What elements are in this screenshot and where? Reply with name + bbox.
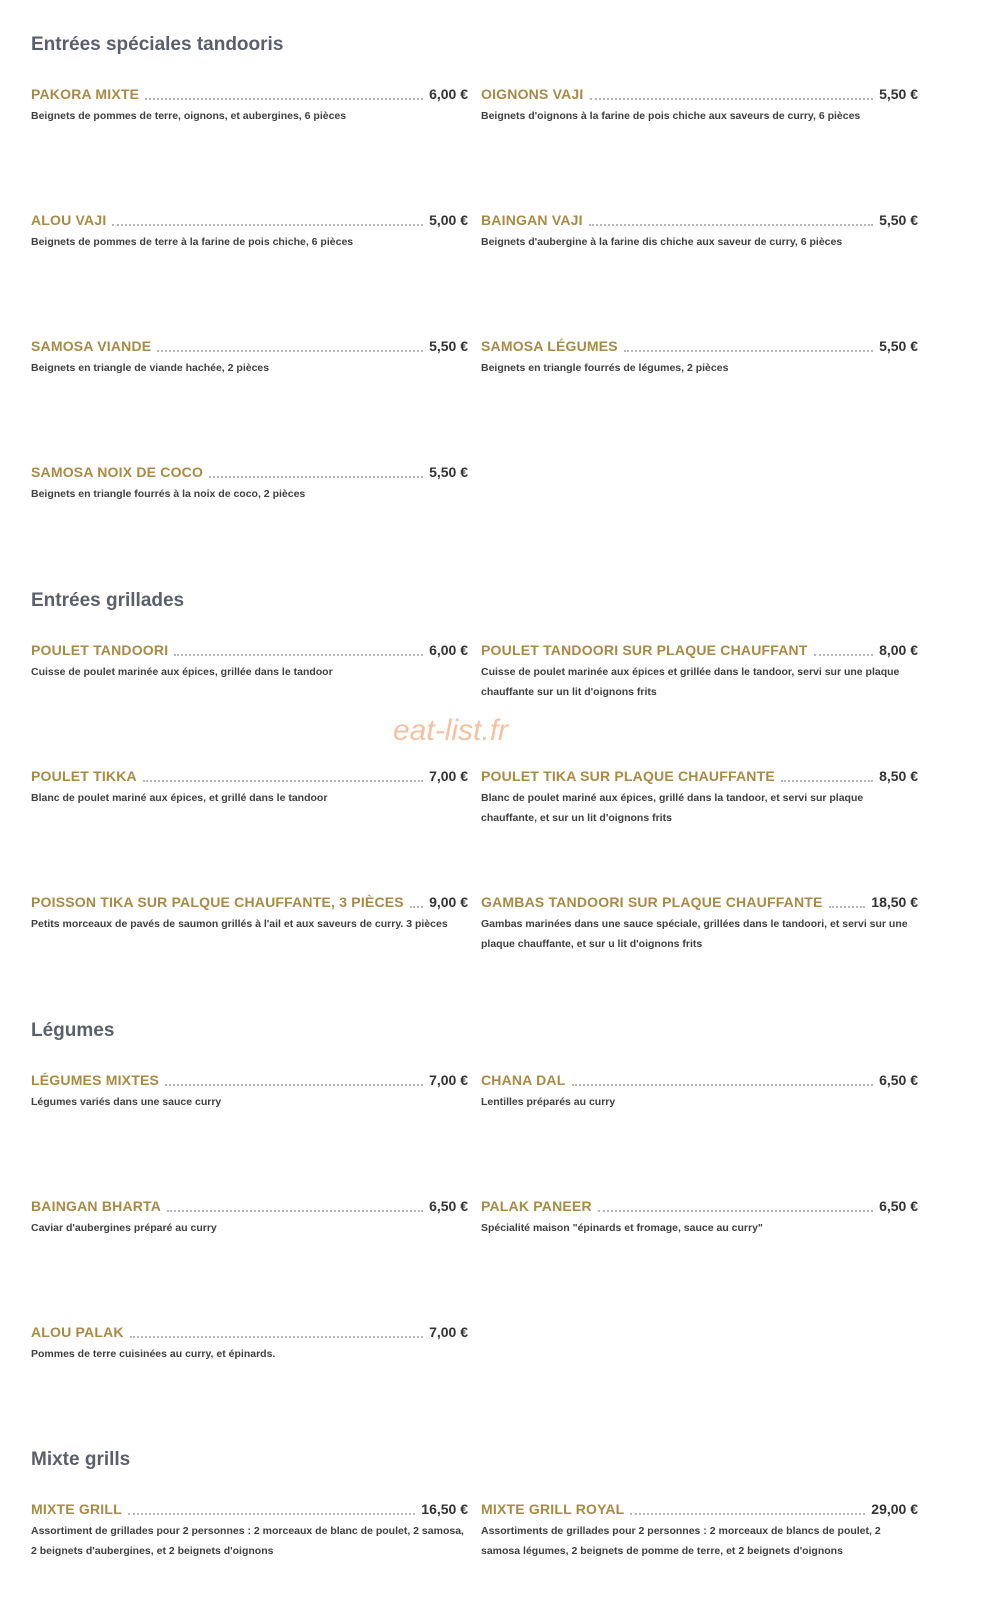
dotted-leader bbox=[209, 461, 423, 478]
menu-item-header bbox=[31, 1069, 468, 1091]
menu-item bbox=[31, 765, 468, 808]
menu-item-price: 5,00 € bbox=[429, 212, 468, 228]
menu-item-name: ALOU VAJI bbox=[31, 212, 107, 228]
menu-item-header bbox=[481, 891, 918, 913]
menu-item-description: Blanc de poulet mariné aux épices, grillé dans la tandoor, et servi sur plaque chauffante, et sur un lit d'oignons frits bbox=[481, 792, 864, 824]
menu-item-header bbox=[31, 1498, 468, 1520]
menu-item-price: 5,50 € bbox=[879, 212, 918, 228]
dotted-leader bbox=[598, 1195, 873, 1212]
menu-item-description: Pommes de terre cuisinées au curry, et épinards. bbox=[31, 1348, 276, 1360]
menu-item-description: Beignets en triangle fourrés de légumes, 2 pièces bbox=[481, 362, 729, 374]
menu-item-header bbox=[481, 1498, 918, 1520]
menu-item-header bbox=[481, 639, 918, 661]
menu-item-price: 5,50 € bbox=[879, 86, 918, 102]
menu-item-header bbox=[481, 1069, 918, 1091]
menu-item-name: POISSON TIKA SUR PALQUE CHAUFFANTE, 3 PIÈCES bbox=[31, 894, 404, 910]
menu-item-description: Beignets en triangle fourrés à la noix de coco, 2 pièces bbox=[31, 488, 306, 500]
menu-item bbox=[31, 461, 468, 504]
dotted-leader bbox=[814, 639, 873, 656]
menu-item-name: SAMOSA LÉGUMES bbox=[481, 338, 618, 354]
menu-item-price: 6,50 € bbox=[879, 1198, 918, 1214]
menu-item-price: 7,00 € bbox=[429, 1072, 468, 1088]
section-title-legumes: Légumes bbox=[31, 1020, 115, 1041]
section-title-entrees-tandooris: Entrées spéciales tandooris bbox=[31, 34, 284, 55]
menu-item-name: MIXTE GRILL ROYAL bbox=[481, 1501, 625, 1517]
dotted-leader bbox=[410, 891, 423, 908]
menu-item bbox=[481, 335, 918, 378]
menu-item-header bbox=[31, 765, 468, 787]
menu-item bbox=[31, 891, 468, 934]
menu-item-price: 7,00 € bbox=[429, 1324, 468, 1340]
menu-item bbox=[481, 891, 918, 954]
menu-item-description: Caviar d'aubergines préparé au curry bbox=[31, 1222, 217, 1234]
menu-item-name: LÉGUMES MIXTES bbox=[31, 1072, 160, 1088]
menu-item-header bbox=[31, 461, 468, 483]
menu-item-price: 6,00 € bbox=[429, 642, 468, 658]
dotted-leader bbox=[590, 83, 874, 100]
dotted-leader bbox=[165, 1069, 423, 1086]
dotted-leader bbox=[157, 335, 423, 352]
dotted-leader bbox=[572, 1069, 874, 1086]
menu-item-name: SAMOSA VIANDE bbox=[31, 338, 152, 354]
menu-item bbox=[31, 209, 468, 252]
menu-item bbox=[31, 335, 468, 378]
menu-item-description: Beignets d'aubergine à la farine dis chiche aux saveur de curry, 6 pièces bbox=[481, 236, 843, 248]
dotted-leader bbox=[781, 765, 873, 782]
menu-item-description: Assortiment de grillades pour 2 personnes : 2 morceaux de blanc de poulet, 2 samosa, 2 beignets d'aubergines, et 2 beignets d'oignons bbox=[31, 1525, 464, 1557]
menu-item-price: 5,50 € bbox=[429, 464, 468, 480]
menu-item-name: PAKORA MIXTE bbox=[31, 86, 140, 102]
menu-item-price: 9,00 € bbox=[429, 894, 468, 910]
menu-item-header bbox=[31, 891, 468, 913]
menu-item-name: POULET TIKKA bbox=[31, 768, 137, 784]
dotted-leader bbox=[167, 1195, 423, 1212]
menu-item-header bbox=[31, 83, 468, 105]
menu-item-header bbox=[481, 335, 918, 357]
menu-item-description: Beignets en triangle de viande hachée, 2 pièces bbox=[31, 362, 270, 374]
menu-item-description: Beignets de pommes de terre, oignons, et aubergines, 6 pièces bbox=[31, 110, 347, 122]
menu-item-description: Petits morceaux de pavés de saumon grillés à l'ail et aux saveurs de curry. 3 pièces bbox=[31, 918, 448, 930]
menu-item-description: Blanc de poulet mariné aux épices, et grillé dans le tandoor bbox=[31, 792, 328, 804]
menu-item-price: 6,00 € bbox=[429, 86, 468, 102]
menu-item-description: Gambas marinées dans une sauce spéciale, grillées dans le tandoori, et servi sur une plaque chauffante, et sur u lit d'oignons frits bbox=[481, 918, 908, 950]
menu-item-price: 29,00 € bbox=[871, 1501, 918, 1517]
section-title-entrees-grillades: Entrées grillades bbox=[31, 590, 185, 611]
menu-item-description: Beignets d'oignons à la farine de pois chiche aux saveurs de curry, 6 pièces bbox=[481, 110, 861, 122]
menu-item bbox=[31, 1069, 468, 1112]
menu-item-name: ALOU PALAK bbox=[31, 1324, 124, 1340]
menu-item bbox=[481, 1195, 918, 1238]
dotted-leader bbox=[145, 83, 423, 100]
menu-item-price: 5,50 € bbox=[429, 338, 468, 354]
menu-item-header bbox=[481, 765, 918, 787]
menu-item-header bbox=[31, 1195, 468, 1217]
menu-item-header bbox=[31, 1321, 468, 1343]
menu-item-price: 7,00 € bbox=[429, 768, 468, 784]
menu-item-name: MIXTE GRILL bbox=[31, 1501, 122, 1517]
watermark: eat-list.fr bbox=[393, 714, 509, 747]
menu-item-price: 8,50 € bbox=[879, 768, 918, 784]
menu-item bbox=[31, 1195, 468, 1238]
menu-item bbox=[31, 639, 468, 682]
section-title-mixte-grills: Mixte grills bbox=[31, 1449, 131, 1470]
menu-item-name: BAINGAN BHARTA bbox=[31, 1198, 162, 1214]
dotted-leader bbox=[589, 209, 873, 226]
menu-item-price: 18,50 € bbox=[871, 894, 918, 910]
menu-item-header bbox=[31, 209, 468, 231]
menu-item bbox=[481, 209, 918, 252]
dotted-leader bbox=[143, 765, 423, 782]
menu-item-description: Légumes variés dans une sauce curry bbox=[31, 1096, 222, 1108]
dotted-leader bbox=[130, 1321, 423, 1338]
menu-item-description: Cuisse de poulet marinée aux épices et grillée dans le tandoor, servi sur une plaque chauffante sur un lit d'oignons frits bbox=[481, 666, 900, 698]
menu-item-description: Cuisse de poulet marinée aux épices, grillée dans le tandoor bbox=[31, 666, 333, 678]
menu-item bbox=[481, 83, 918, 126]
menu-item-price: 5,50 € bbox=[879, 338, 918, 354]
dotted-leader bbox=[630, 1498, 865, 1515]
menu-item-price: 6,50 € bbox=[429, 1198, 468, 1214]
menu-item-name: PALAK PANEER bbox=[481, 1198, 592, 1214]
menu-item-header bbox=[481, 1195, 918, 1217]
menu-item-price: 6,50 € bbox=[879, 1072, 918, 1088]
menu-item-header bbox=[31, 639, 468, 661]
dotted-leader bbox=[112, 209, 423, 226]
menu-item-description: Lentilles préparés au curry bbox=[481, 1096, 616, 1108]
menu-item bbox=[31, 1498, 468, 1561]
menu-item-name: BAINGAN VAJI bbox=[481, 212, 583, 228]
menu-item-name: POULET TANDOORI SUR PLAQUE CHAUFFANT bbox=[481, 642, 808, 658]
menu-item-description: Beignets de pommes de terre à la farine de pois chiche, 6 pièces bbox=[31, 236, 354, 248]
menu-item-header bbox=[481, 83, 918, 105]
menu-item bbox=[481, 639, 918, 702]
menu-item-price: 8,00 € bbox=[879, 642, 918, 658]
menu-item-name: GAMBAS TANDOORI SUR PLAQUE CHAUFFANTE bbox=[481, 894, 823, 910]
dotted-leader bbox=[128, 1498, 415, 1515]
menu-item-price: 16,50 € bbox=[421, 1501, 468, 1517]
dotted-leader bbox=[624, 335, 873, 352]
menu-item-name: OIGNONS VAJI bbox=[481, 86, 584, 102]
menu-item-description: Spécialité maison "épinards et fromage, sauce au curry" bbox=[481, 1222, 763, 1234]
menu-item bbox=[481, 1069, 918, 1112]
menu-item-name: POULET TIKA SUR PLAQUE CHAUFFANTE bbox=[481, 768, 775, 784]
menu-item-header bbox=[481, 209, 918, 231]
menu-item bbox=[481, 1498, 918, 1561]
dotted-leader bbox=[174, 639, 423, 656]
menu-item-name: POULET TANDOORI bbox=[31, 642, 169, 658]
menu-item-name: CHANA DAL bbox=[481, 1072, 566, 1088]
dotted-leader bbox=[829, 891, 866, 908]
menu-item bbox=[481, 765, 918, 828]
menu-item-header bbox=[31, 335, 468, 357]
menu-item bbox=[31, 83, 468, 126]
menu-item bbox=[31, 1321, 468, 1364]
menu-item-description: Assortiments de grillades pour 2 personnes : 2 morceaux de blancs de poulet, 2 samosa légumes, 2 beignets de pomme de terre, et 2 beignets d'oignons bbox=[481, 1525, 881, 1557]
menu-item-name: SAMOSA NOIX DE COCO bbox=[31, 464, 204, 480]
